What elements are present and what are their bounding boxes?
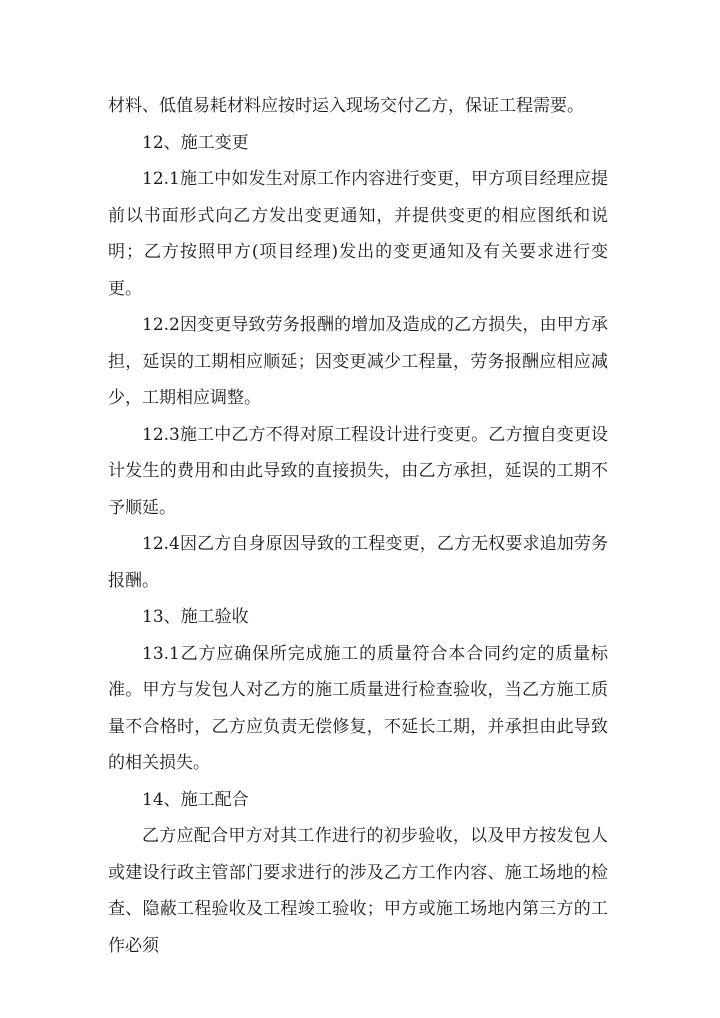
clause-12-1: 12.1施工中如发生对原工作内容进行变更，甲方项目经理应提前以书面形式向乙方发出变更通知，并提供变更的相应图纸和说明；乙方按照甲方(项目经理)发出的变更通知及有关要求进行变更。 — [108, 169, 608, 299]
section-heading-construction-acceptance: 13、施工验收 — [142, 607, 249, 627]
clause-12-2: 12.2因变更导致劳务报酬的增加及造成的乙方损失，由甲方承担，延误的工期相应顺延；因变更减少工程量，劳务报酬应相应减少，工期相应调整。 — [108, 315, 608, 408]
document-body — [108, 88, 608, 964]
section-heading-construction-change: 12、施工变更 — [142, 132, 249, 153]
paragraph-cooperation-body: 乙方应配合甲方对其工作进行的初步验收，以及甲方按发包人或建设行政主管部门要求进行的涉及乙方工作内容、施工场地的检查、隐蔽工程验收及工程竣工验收；甲方或施工场地内第三方的工作必须 — [108, 826, 608, 956]
clause-12-4: 12.4因乙方自身原因导致的工程变更，乙方无权要求追加劳务报酬。 — [108, 534, 608, 591]
clause-13-1: 13.1乙方应确保所完成施工的质量符合本合同约定的质量标准。甲方与发包人对乙方的施工质量进行检查验收，当乙方施工质量不合格时，乙方应负责无偿修复，不延长工期，并承担由此导致的相关损失。 — [108, 643, 608, 773]
clause-12-3: 12.3施工中乙方不得对原工程设计进行变更。乙方擅自变更设计发生的费用和由此导致的直接损失，由乙方承担，延误的工期不予顺延。 — [108, 424, 608, 518]
paragraph-materials-continuation: 材料、低值易耗材料应按时运入现场交付乙方，保证工程需要。 — [108, 96, 584, 116]
section-heading-construction-cooperation: 14、施工配合 — [142, 789, 249, 810]
